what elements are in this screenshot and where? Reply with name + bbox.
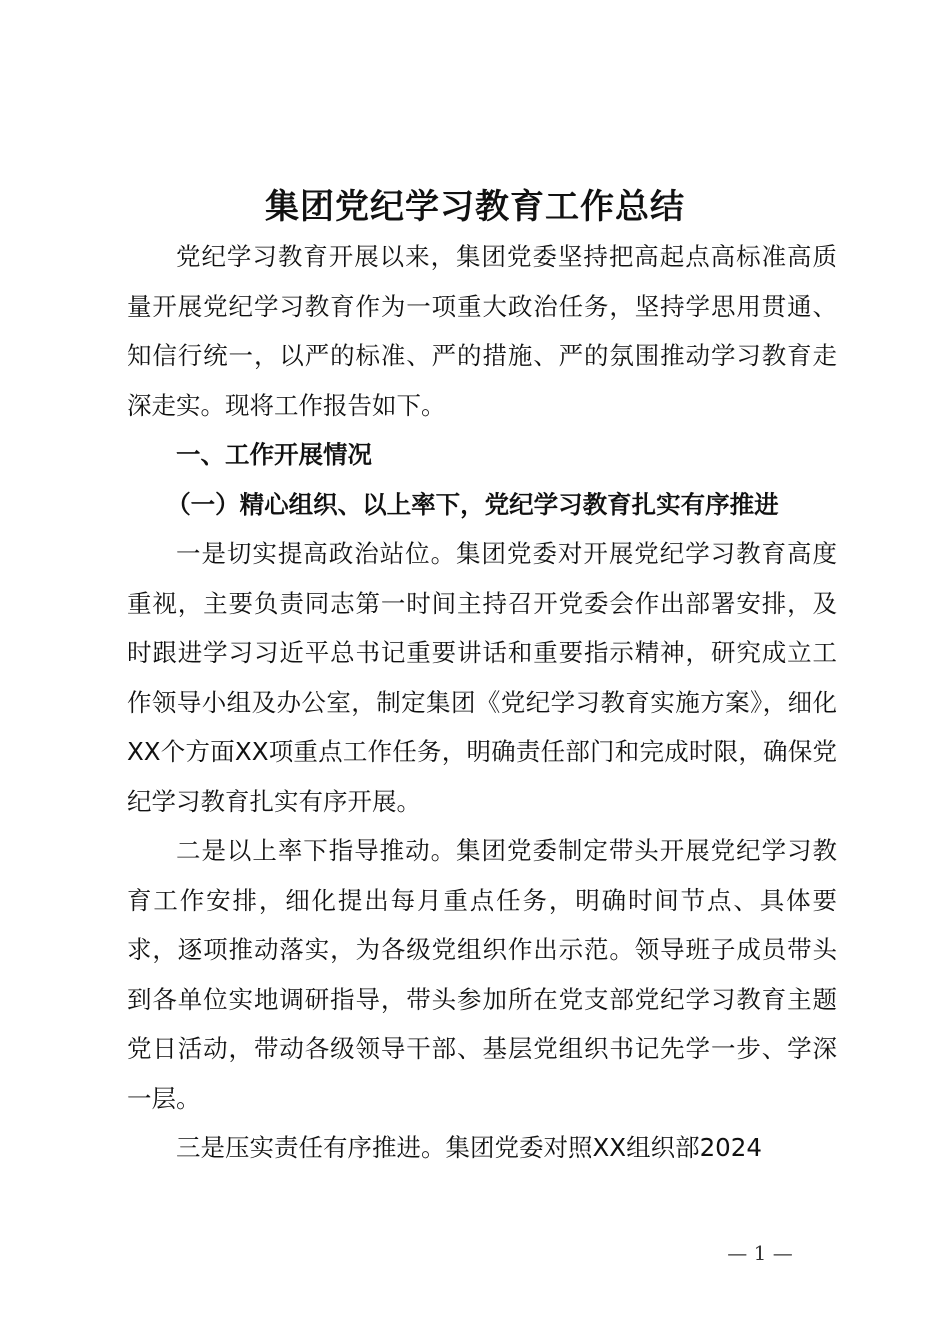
body-paragraph-3: 三是压实责任有序推进。集团党委对照XX组织部2024	[176, 1133, 762, 1162]
body-paragraph-2: 二是以上率下指导推动。集团党委制定带头开展党纪学习教育工作安排，细化提出每月重点任务，明确时间节点、具体要求，逐项推动落实，为各级党组织作出示范。领导班子成员带头到各单位实地调研指导，带头参加所在党支部党纪学习教育主题党日活动，带动各级领导干部、基层党组织书记先学一步、学深一层。	[127, 836, 837, 1113]
document-body	[127, 232, 837, 1173]
intro-paragraph: 党纪学习教育开展以来，集团党委坚持把高起点高标准高质量开展党纪学习教育作为一项重大政治任务，坚持学思用贯通、知信行统一，以严的标准、严的措施、严的氛围推动学习教育走深走实。现将工作报告如下。	[127, 242, 837, 420]
document-title: 集团党纪学习教育工作总结	[265, 187, 685, 227]
section-heading: 一、工作开展情况	[176, 440, 372, 469]
page-number: — 1 —	[727, 1241, 793, 1265]
subsection-heading: （一）精心组织、以上率下，党纪学习教育扎实有序推进	[166, 489, 779, 519]
body-paragraph-1: 一是切实提高政治站位。集团党委对开展党纪学习教育高度重视，主要负责同志第一时间主持召开党委会作出部署安排，及时跟进学习习近平总书记重要讲话和重要指示精神，研究成立工作领导小组及办公室，制定集团《党纪学习教育实施方案》，细化XX个方面XX项重点工作任务，明确责任部门和完成时限，确保党纪学习教育扎实有序开展。	[127, 539, 837, 816]
